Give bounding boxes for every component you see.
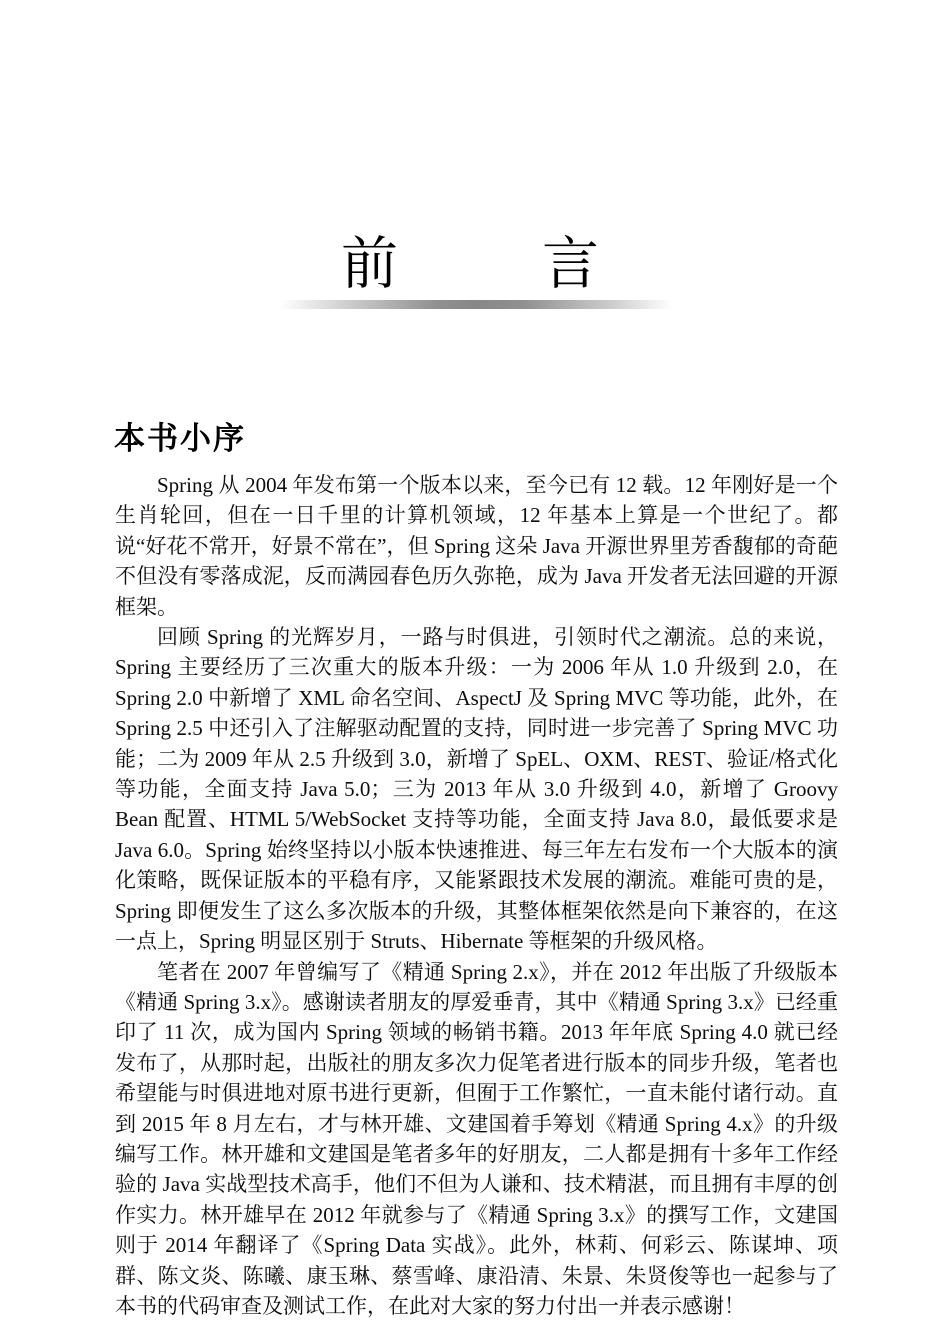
page-title: 前 言: [341, 233, 609, 296]
paragraph: 回顾 Spring 的光辉岁月，一路与时俱进，引领时代之潮流。总的来说，Spring 主要经历了三次重大的版本升级：一为 2006 年从 1.0 升级到 2.0，在 Spring 2.0 中新增了 XML 命名空间、AspectJ 及 Spring MVC 等功能，此外，在 Spring 2.5 中还引入了注解驱动配置的支持，同时进一步完善了 Spring MVC 功能；二为 2009 年从 2.5 升级到 3.0，新增了 SpEL、OXM、REST、验证/格式化等功能，全面支持 Java 5.0；三为 2013 年从 3.0 升级到 4.0，新增了 Groovy Bean 配置、HTML 5/WebSocket 支持等功能，全面支持 Java 8.0，最低要求是 Java 6.0。Spring 始终坚持以小版本快速推进、每三年左右发布一个大版本的演化策略，既保证版本的平稳有序，又能紧跟技术发展的潮流。难能可贵的是，Spring 即便发生了这么多次版本的升级，其整体框架依然是向下兼容的，在这一点上，Spring 明显区别于 Struts、Hibernate 等框架的升级风格。: [115, 625, 838, 954]
preface-body: [115, 470, 838, 1321]
title-divider: [280, 300, 672, 309]
paragraph: Spring 从 2004 年发布第一个版本以来，至今已有 12 载。12 年刚好是一个生肖轮回，但在一日千里的计算机领域，12 年基本上算是一个世纪了。都说“好花不常开，好景不常在”，但 Spring 这朵 Java 开源世界里芳香馥郁的奇葩不但没有零落成泥，反而满园春色历久弥艳，成为 Java 开发者无法回避的开源框架。: [115, 473, 838, 619]
section-heading: 本书小序: [114, 421, 246, 456]
paragraph: 笔者在 2007 年曾编写了《精通 Spring 2.x》，并在 2012 年出版了升级版本《精通 Spring 3.x》。感谢读者朋友的厚爱垂青，其中《精通 Spring 3.x》已经重印了 11 次，成为国内 Spring 领域的畅销书籍。2013 年年底 Spring 4.0 就已经发布了，从那时起，出版社的朋友多次力促笔者进行版本的同步升级，笔者也希望能与时俱进地对原书进行更新，但囿于工作繁忙，一直未能付诸行动。直到 2015 年 8 月左右，才与林开雄、文建国着手筹划《精通 Spring 4.x》的升级编写工作。林开雄和文建国是笔者多年的好朋友，二人都是拥有十多年工作经验的 Java 实战型技术高手，他们不但为人谦和、技术精湛，而且拥有丰厚的创作实力。林开雄早在 2012 年就参与了《精通 Spring 3.x》的撰写工作，文建国则于 2014 年翻译了《Spring Data 实战》。此外，林莉、何彩云、陈谋坤、项群、陈文炎、陈曦、康玉琳、蔡雪峰、康沿清、朱景、朱贤俊等也一起参与了本书的代码审查及测试工作，在此对大家的努力付出一并表示感谢！: [115, 959, 838, 1318]
